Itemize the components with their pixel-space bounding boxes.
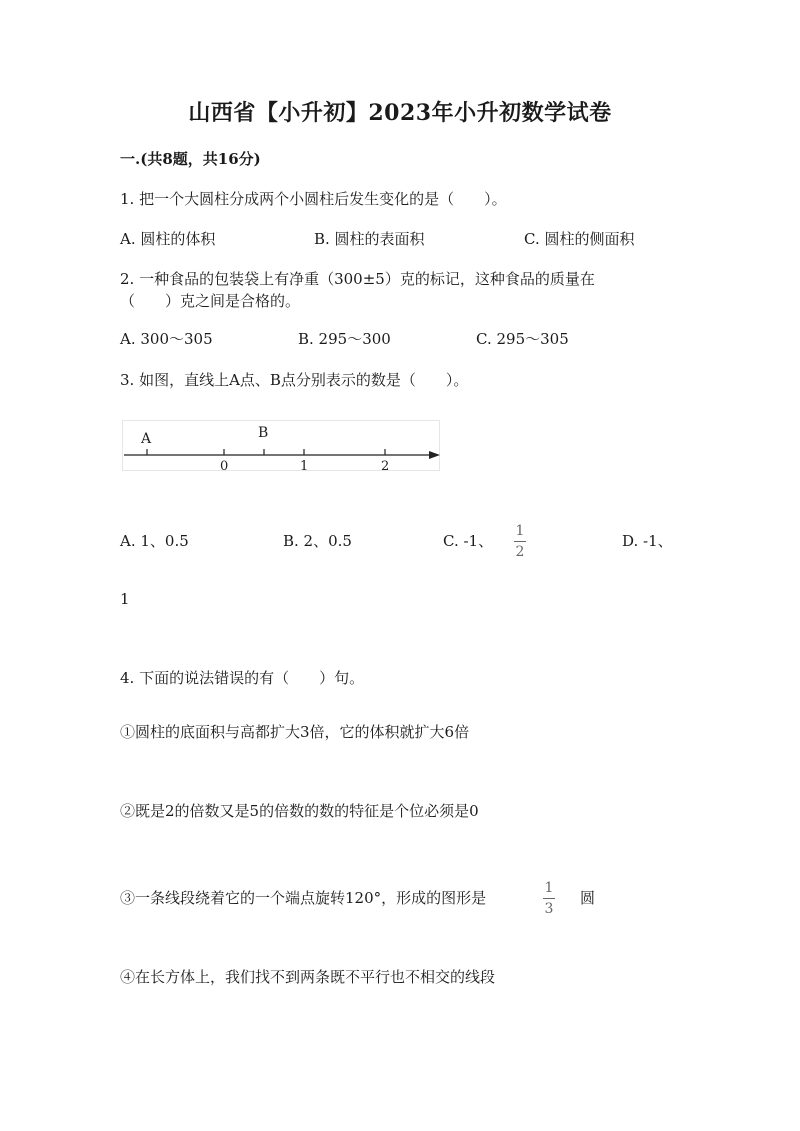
q1-option-c: C. 圆柱的侧面积 (524, 230, 635, 248)
q1-option-b: B. 圆柱的表面积 (314, 230, 425, 248)
q4-statement-3-fraction (543, 880, 555, 917)
q3-option-d: D. -1、 (622, 532, 673, 550)
q2-option-a: A. 300～305 (120, 330, 213, 348)
question-4: 4. 下面的说法错误的有（ ）句。 (120, 669, 365, 687)
number-line-figure (122, 420, 442, 472)
tick-label-0: 0 (220, 459, 229, 472)
q2-option-c: C. 295～305 (476, 330, 569, 348)
q2-option-b: B. 295～300 (298, 330, 391, 348)
point-b-label: B (258, 425, 269, 441)
page-title: 山西省【小升初】2023年小升初数学试卷 (188, 100, 612, 126)
fraction-denominator: 2 (515, 544, 525, 560)
q4-statement-3: ③一条线段绕着它的一个端点旋转120°，形成的图形是 (120, 889, 487, 907)
fraction-bar (543, 898, 555, 899)
q3-option-c-fraction (514, 523, 526, 560)
fraction-numerator: 1 (515, 523, 525, 539)
question-2-line-2: （ ）克之间是合格的。 (120, 292, 301, 310)
q4-statement-2: ②既是2的倍数又是5的倍数的数的特征是个位必须是0 (120, 802, 479, 820)
question-3: 3. 如图，直线上A点、B点分别表示的数是（ ）。 (120, 371, 469, 389)
q3-option-c-prefix: C. -1、 (443, 532, 494, 550)
question-2-line-1: 2. 一种食品的包装袋上有净重（300±5）克的标记，这种食品的质量在 (120, 270, 595, 288)
q3-option-a: A. 1、0.5 (120, 532, 189, 550)
point-a-label: A (141, 431, 152, 447)
q3-option-d-wrap: 1 (120, 590, 130, 608)
fraction-bar (514, 541, 526, 542)
question-1: 1. 把一个大圆柱分成两个小圆柱后发生变化的是（ ）。 (120, 190, 507, 208)
tick-label-1: 1 (300, 459, 309, 472)
q4-statement-1: ①圆柱的底面积与高都扩大3倍，它的体积就扩大6倍 (120, 723, 470, 741)
fraction-denominator: 3 (544, 901, 554, 917)
tick-label-2: 2 (381, 459, 390, 472)
q4-statement-4: ④在长方体上，我们找不到两条既不平行也不相交的线段 (120, 968, 496, 986)
fraction-numerator: 1 (544, 880, 554, 896)
figure-frame (123, 421, 440, 471)
q4-statement-3-suffix: 圆 (580, 889, 596, 907)
q3-option-b: B. 2、0.5 (283, 532, 352, 550)
arrow-head-icon (429, 451, 440, 459)
section-heading: 一.(共8题，共16分) (120, 150, 261, 168)
q1-option-a: A. 圆柱的体积 (120, 230, 216, 248)
